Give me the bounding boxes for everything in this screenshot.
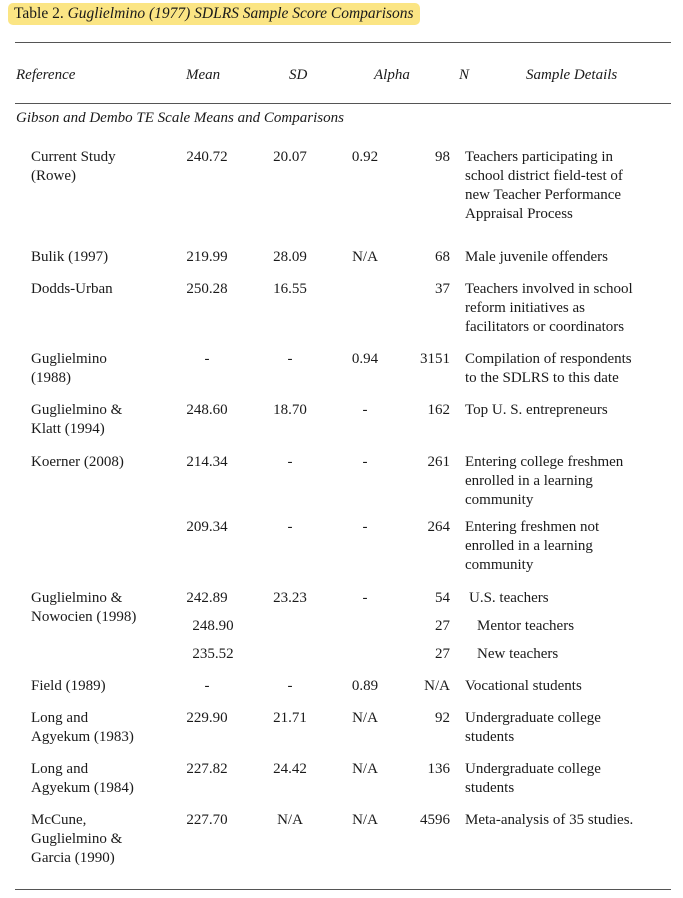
cell-reference: Dodds-Urban: [31, 281, 113, 297]
header-alpha: Alpha: [374, 67, 410, 83]
cell-details: Entering freshmen not enrolled in a learning community: [465, 519, 600, 573]
cell-mean: -: [204, 351, 210, 367]
cell-alpha: N/A: [352, 761, 378, 777]
cell-reference: Field (1989): [31, 678, 106, 694]
cell-details: New teachers: [477, 646, 559, 662]
cell-n: 37: [435, 281, 450, 297]
cell-reference: Guglielmino & Nowocien (1998): [31, 590, 137, 625]
cell-alpha: 0.92: [351, 149, 379, 165]
cell-reference: Long and Agyekum (1983): [31, 710, 134, 745]
cell-mean: 240.72: [186, 149, 228, 165]
cell-n: 92: [435, 710, 450, 726]
cell-mean: 209.34: [186, 519, 228, 535]
cell-alpha: N/A: [352, 812, 378, 828]
cell-alpha: -: [362, 402, 368, 418]
cell-mean: 229.90: [186, 710, 228, 726]
caption-prefix: Table 2.: [14, 5, 64, 22]
cell-n: 54: [435, 590, 450, 606]
cell-details: Meta-analysis of 35 studies.: [465, 812, 634, 828]
cell-mean: 248.90: [192, 618, 234, 634]
cell-alpha: 0.89: [351, 678, 379, 694]
cell-reference: Long and Agyekum (1984): [31, 761, 134, 796]
cell-sd: 20.07: [273, 149, 307, 165]
table-caption: [8, 3, 420, 25]
cell-sd: -: [287, 351, 293, 367]
cell-details: Teachers participating in school district field-test of new Teacher Performance Appraisal Process: [465, 149, 623, 222]
header-sd: SD: [289, 67, 308, 83]
cell-alpha: N/A: [352, 249, 378, 265]
cell-n: 3151: [420, 351, 450, 367]
header-rule: [15, 103, 671, 104]
cell-alpha: -: [362, 590, 368, 606]
cell-details: Mentor teachers: [477, 618, 575, 634]
cell-reference: Current Study (Rowe): [31, 149, 116, 184]
cell-n: 27: [435, 618, 450, 634]
cell-details: Male juvenile offenders: [465, 249, 609, 265]
header-reference: Reference: [16, 67, 76, 83]
cell-details: Undergraduate college students: [465, 761, 601, 796]
cell-details: Entering college freshmen enrolled in a learning community: [465, 454, 624, 508]
cell-n: 4596: [420, 812, 450, 828]
cell-mean: 227.82: [186, 761, 228, 777]
caption-title: Guglielmino (1977) SDLRS Sample Score Comparisons: [67, 5, 414, 22]
cell-sd: 21.71: [273, 710, 307, 726]
header-details: Sample Details: [526, 67, 618, 83]
cell-mean: 227.70: [186, 812, 228, 828]
cell-sd: -: [287, 454, 293, 470]
cell-n: 261: [427, 454, 450, 470]
cell-details: Vocational students: [465, 678, 582, 694]
cell-n: 162: [427, 402, 450, 418]
cell-n: 27: [435, 646, 450, 662]
cell-sd: N/A: [277, 812, 303, 828]
cell-sd: -: [287, 519, 293, 535]
top-rule: [15, 42, 671, 43]
cell-reference: Guglielmino (1988): [31, 351, 107, 386]
cell-mean: 214.34: [186, 454, 228, 470]
cell-alpha: N/A: [352, 710, 378, 726]
section-title: Gibson and Dembo TE Scale Means and Comparisons: [16, 110, 344, 126]
cell-n: 264: [427, 519, 450, 535]
cell-details: Compilation of respondents to the SDLRS to this date: [465, 351, 632, 386]
cell-sd: 23.23: [273, 590, 307, 606]
cell-sd: 16.55: [273, 281, 307, 297]
cell-mean: -: [204, 678, 210, 694]
cell-sd: -: [287, 678, 293, 694]
cell-sd: 24.42: [273, 761, 307, 777]
cell-details: Undergraduate college students: [465, 710, 601, 745]
cell-n: 136: [427, 761, 450, 777]
cell-mean: 242.89: [186, 590, 228, 606]
cell-reference: Guglielmino & Klatt (1994): [31, 402, 123, 437]
cell-mean: 235.52: [192, 646, 234, 662]
bottom-rule: [15, 889, 671, 890]
cell-sd: 28.09: [273, 249, 307, 265]
cell-alpha: -: [362, 454, 368, 470]
cell-mean: 248.60: [186, 402, 228, 418]
cell-reference: McCune, Guglielmino & Garcia (1990): [31, 812, 123, 866]
cell-n: 68: [435, 249, 450, 265]
cell-mean: 219.99: [186, 249, 228, 265]
cell-reference: Bulik (1997): [31, 249, 109, 265]
cell-mean: 250.28: [186, 281, 228, 297]
cell-reference: Koerner (2008): [31, 454, 124, 470]
cell-details: Teachers involved in school reform initiatives as facilitators or coordinators: [465, 281, 633, 335]
cell-details: U.S. teachers: [469, 590, 549, 606]
cell-n: 98: [435, 149, 450, 165]
cell-alpha: -: [362, 519, 368, 535]
cell-details: Top U. S. entrepreneurs: [465, 402, 608, 418]
header-mean: Mean: [186, 67, 221, 83]
cell-sd: 18.70: [273, 402, 307, 418]
cell-alpha: 0.94: [351, 351, 379, 367]
cell-n: N/A: [424, 678, 450, 694]
header-n: N: [459, 67, 470, 83]
